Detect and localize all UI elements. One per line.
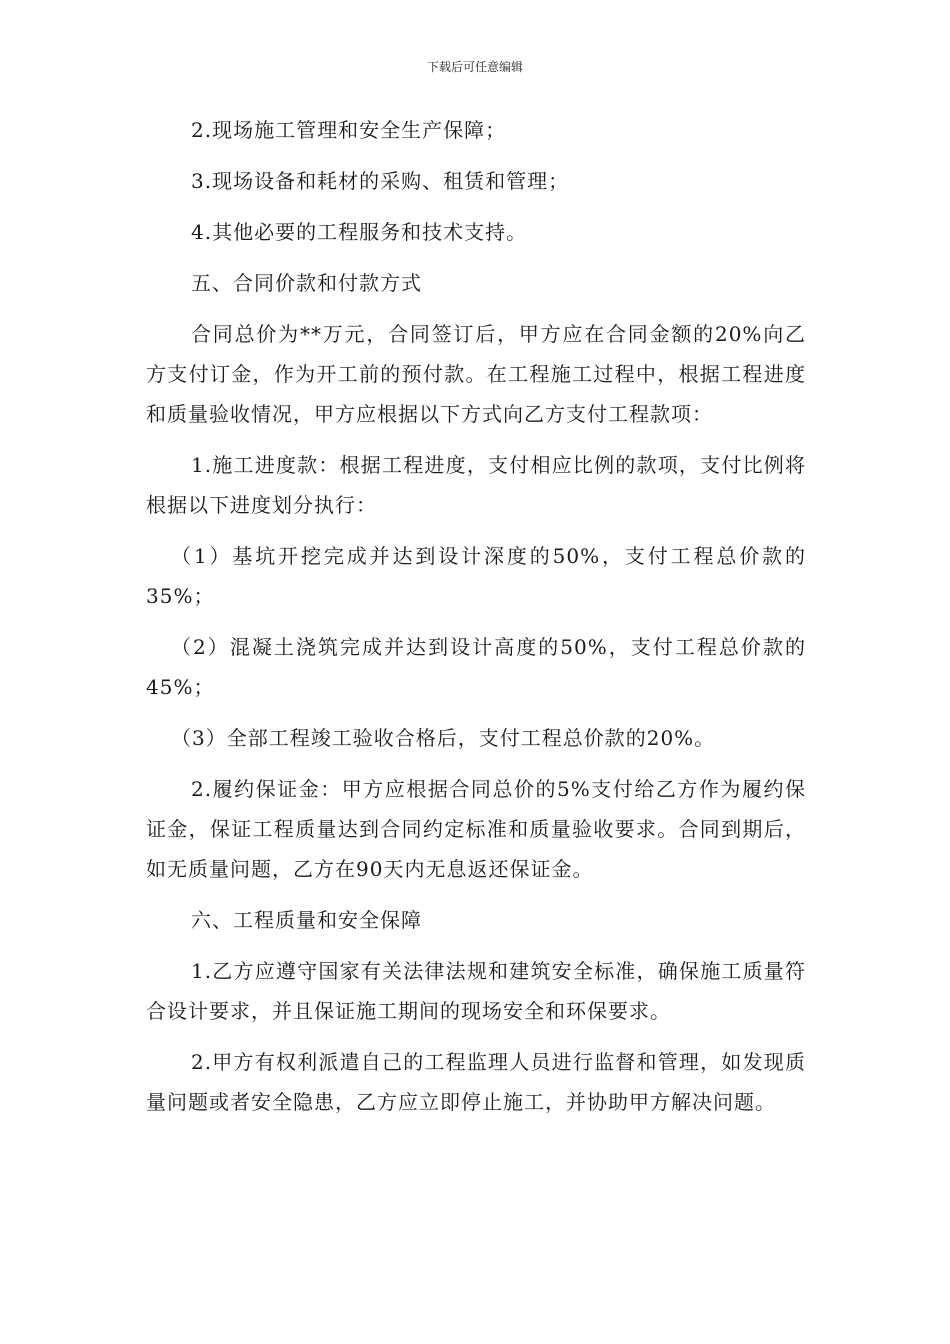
paragraph-quality-item-1: 1.乙方应遵守国家有关法律法规和建筑安全标准，确保施工质量符合设计要求，并且保证施工期间的现场安全和环保要求。 xyxy=(146,959,806,1023)
paragraph-quality-item-2: 2.甲方有权利派遣自己的工程监理人员进行监督和管理，如发现质量问题或者安全隐患，乙方应立即停止施工，并协助甲方解决问题。 xyxy=(146,1050,806,1114)
paragraph-scope-item-2: 2.现场施工管理和安全生产保障； xyxy=(191,118,507,142)
section-heading-6: 六、工程质量和安全保障 xyxy=(191,908,422,932)
section-heading-5: 五、合同价款和付款方式 xyxy=(191,271,422,295)
paragraph-payment-stage-2: （2）混凝土浇筑完成并达到设计高度的50%，支付工程总价款的45%； xyxy=(146,635,806,699)
paragraph-payment-stage-3: （3）全部工程竣工验收合格后，支付工程总价款的20%。 xyxy=(171,726,716,750)
paragraph-scope-item-3: 3.现场设备和耗材的采购、租赁和管理； xyxy=(191,169,570,193)
document-body xyxy=(146,110,806,1133)
page-header: 下载后可任意编辑 xyxy=(426,60,523,74)
paragraph-progress-payment: 1.施工进度款：根据工程进度，支付相应比例的款项，支付比例将根据以下进度划分执行： xyxy=(146,453,806,517)
paragraph-scope-item-4: 4.其他必要的工程服务和技术支持。 xyxy=(191,220,528,244)
paragraph-contract-price: 合同总价为**万元，合同签订后，甲方应在合同金额的20%向乙方支付订金，作为开工前的预付款。在工程施工过程中，根据工程进度和质量验收情况，甲方应根据以下方式向乙方支付工程款项： xyxy=(146,322,806,426)
paragraph-performance-bond: 2.履约保证金：甲方应根据合同总价的5%支付给乙方作为履约保证金，保证工程质量达到合同约定标准和质量验收要求。合同到期后，如无质量问题，乙方在90天内无息返还保证金。 xyxy=(146,777,806,881)
paragraph-payment-stage-1: （1）基坑开挖完成并达到设计深度的50%，支付工程总价款的35%； xyxy=(146,544,806,608)
